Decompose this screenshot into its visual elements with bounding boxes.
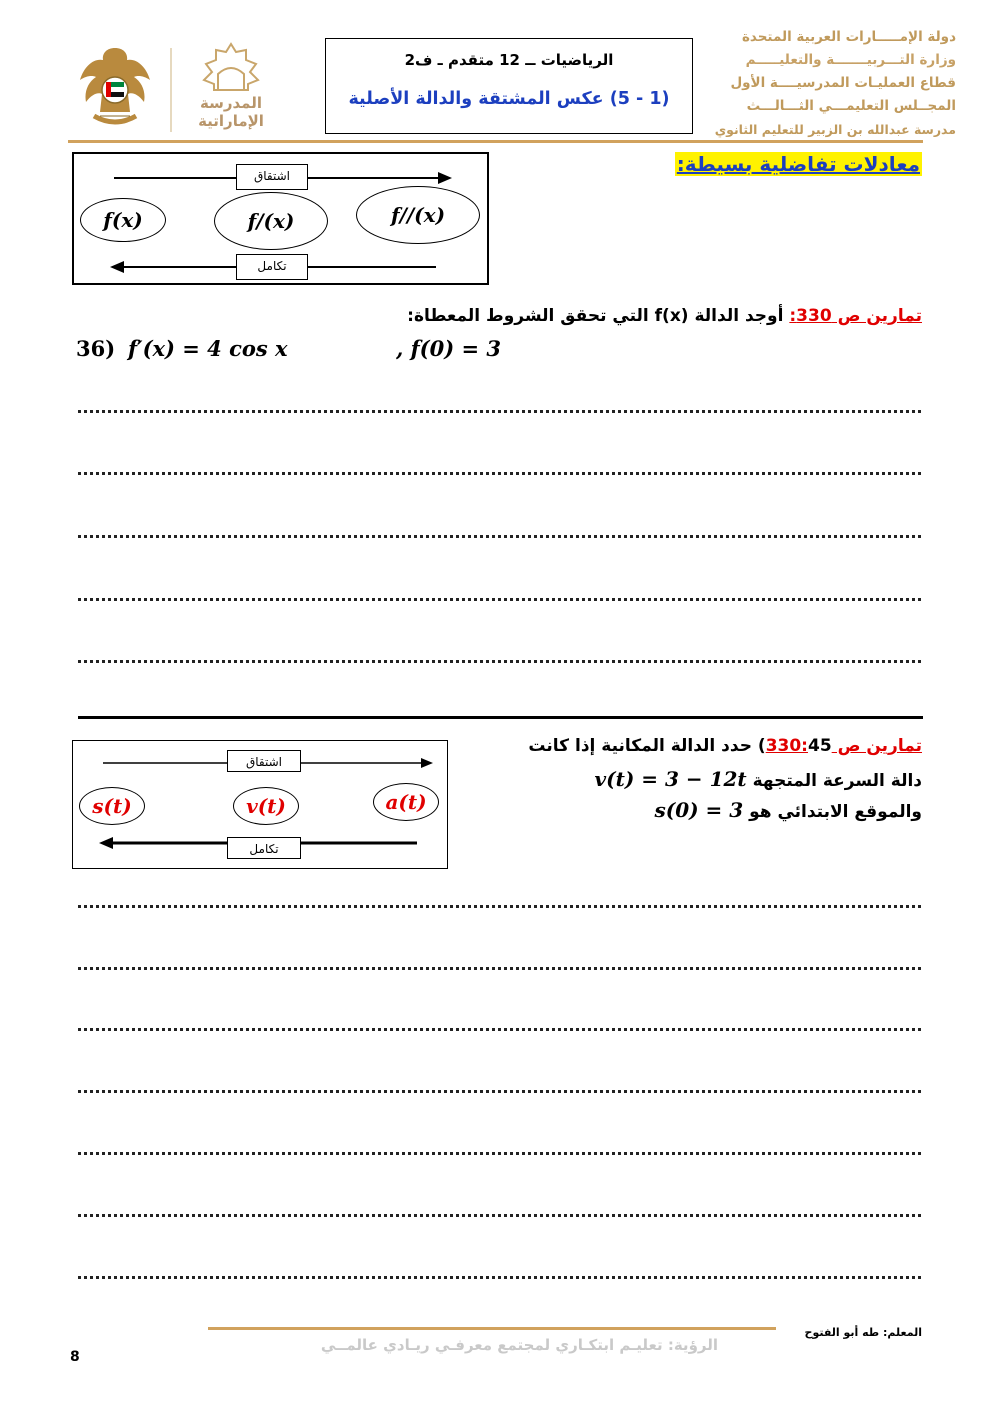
logo-divider (170, 48, 172, 132)
derivative-diagram (72, 152, 489, 285)
ministry-line: المجــلس التعليمـــي الثـــالـــث (746, 98, 956, 114)
velocity-expression: v(t) = 3 − 12t (594, 767, 747, 791)
problem-expression: f′(x) = 4 cos x (128, 336, 288, 361)
answer-line (78, 660, 921, 663)
answer-line (78, 535, 921, 538)
ministry-line: مدرسة عبدالله بن الزبير للتعليم الثانوي (714, 122, 956, 137)
exercise-reference: تمارين ص 330: (765, 736, 922, 756)
first-derivative-oval: f/(x) (214, 192, 328, 250)
initial-condition: , f(0) = 3 (396, 336, 501, 361)
uae-emblem-icon (76, 40, 154, 130)
teacher-name: المعلم: طه أبو الفتوح (804, 1326, 922, 1339)
exercise-instruction-2 (528, 736, 922, 756)
section-divider (78, 716, 923, 719)
lesson-title: (1 - 5) عكس المشتقة والدالة الأصلية (348, 89, 670, 109)
problem-number: 36) (76, 336, 116, 361)
derivative-label: اشتقاق (236, 164, 308, 190)
problem-number: 45) (757, 736, 832, 756)
exercise-text: أوجد الدالة f(x) التي تحقق الشروط المعطاة: (407, 306, 790, 326)
subject-line: الرياضيات ــ 12 متقدم ـ ف2 (404, 51, 614, 69)
title-box (325, 38, 693, 134)
velocity-label: دالة السرعة المتجهة (752, 771, 922, 791)
second-derivative-oval: f//(x) (356, 186, 480, 244)
answer-line (78, 905, 921, 908)
initial-position-expression: s(0) = 3 (654, 798, 744, 822)
footer-rule (208, 1327, 776, 1330)
answer-line (78, 1152, 921, 1155)
integral-label: تكامل (236, 254, 308, 280)
function-oval: f(x) (80, 198, 166, 242)
ministry-line: قطاع العمليـات المدرسيــــة الأول (730, 75, 956, 91)
arrow-left-icon (99, 837, 113, 849)
derivative-label: اشتقاق (227, 750, 301, 772)
position-line (654, 798, 922, 822)
vision-statement: الرؤية: تعليـم ابتكـاري لمجتمع معرفـي ريـادي عالمــي (320, 1336, 718, 1354)
arrow-right-icon (421, 758, 433, 768)
exercise-text: حدد الدالة المكانية إذا كانت (528, 736, 758, 756)
ministry-line: دولة الإمـــــارات العربية المتحدة (741, 29, 956, 45)
answer-line (78, 1090, 921, 1093)
ministry-header (706, 26, 956, 141)
arrow-right-icon (438, 172, 452, 184)
integral-label: تكامل (227, 837, 301, 859)
answer-line (78, 410, 921, 413)
ministry-line: وزارة التـــربيـــــــة والتعليـــــم (745, 52, 956, 68)
header-rule (68, 140, 923, 143)
acceleration-oval: a(t) (373, 783, 439, 821)
arrow-left-icon (110, 261, 124, 273)
exercise-instruction (407, 306, 922, 326)
motion-diagram (72, 740, 448, 869)
answer-line (78, 1214, 921, 1217)
answer-line (78, 967, 921, 970)
position-oval: s(t) (79, 787, 145, 825)
velocity-oval: v(t) (233, 787, 299, 825)
section-heading: معادلات تفاضلية بسيطة: (676, 152, 920, 176)
answer-line (78, 598, 921, 601)
answer-line (78, 1276, 921, 1279)
svg-text:الإماراتية: الإماراتية (198, 112, 264, 130)
position-label: والموقع الابتدائي هو (749, 802, 922, 822)
svg-text:المدرسة: المدرسة (200, 94, 262, 112)
answer-line (78, 472, 921, 475)
answer-line (78, 1028, 921, 1031)
page-number: 8 (70, 1349, 80, 1365)
velocity-line (595, 767, 922, 791)
exercise-reference: تمارين ص 330: (789, 306, 922, 326)
emirati-school-logo (188, 40, 274, 130)
